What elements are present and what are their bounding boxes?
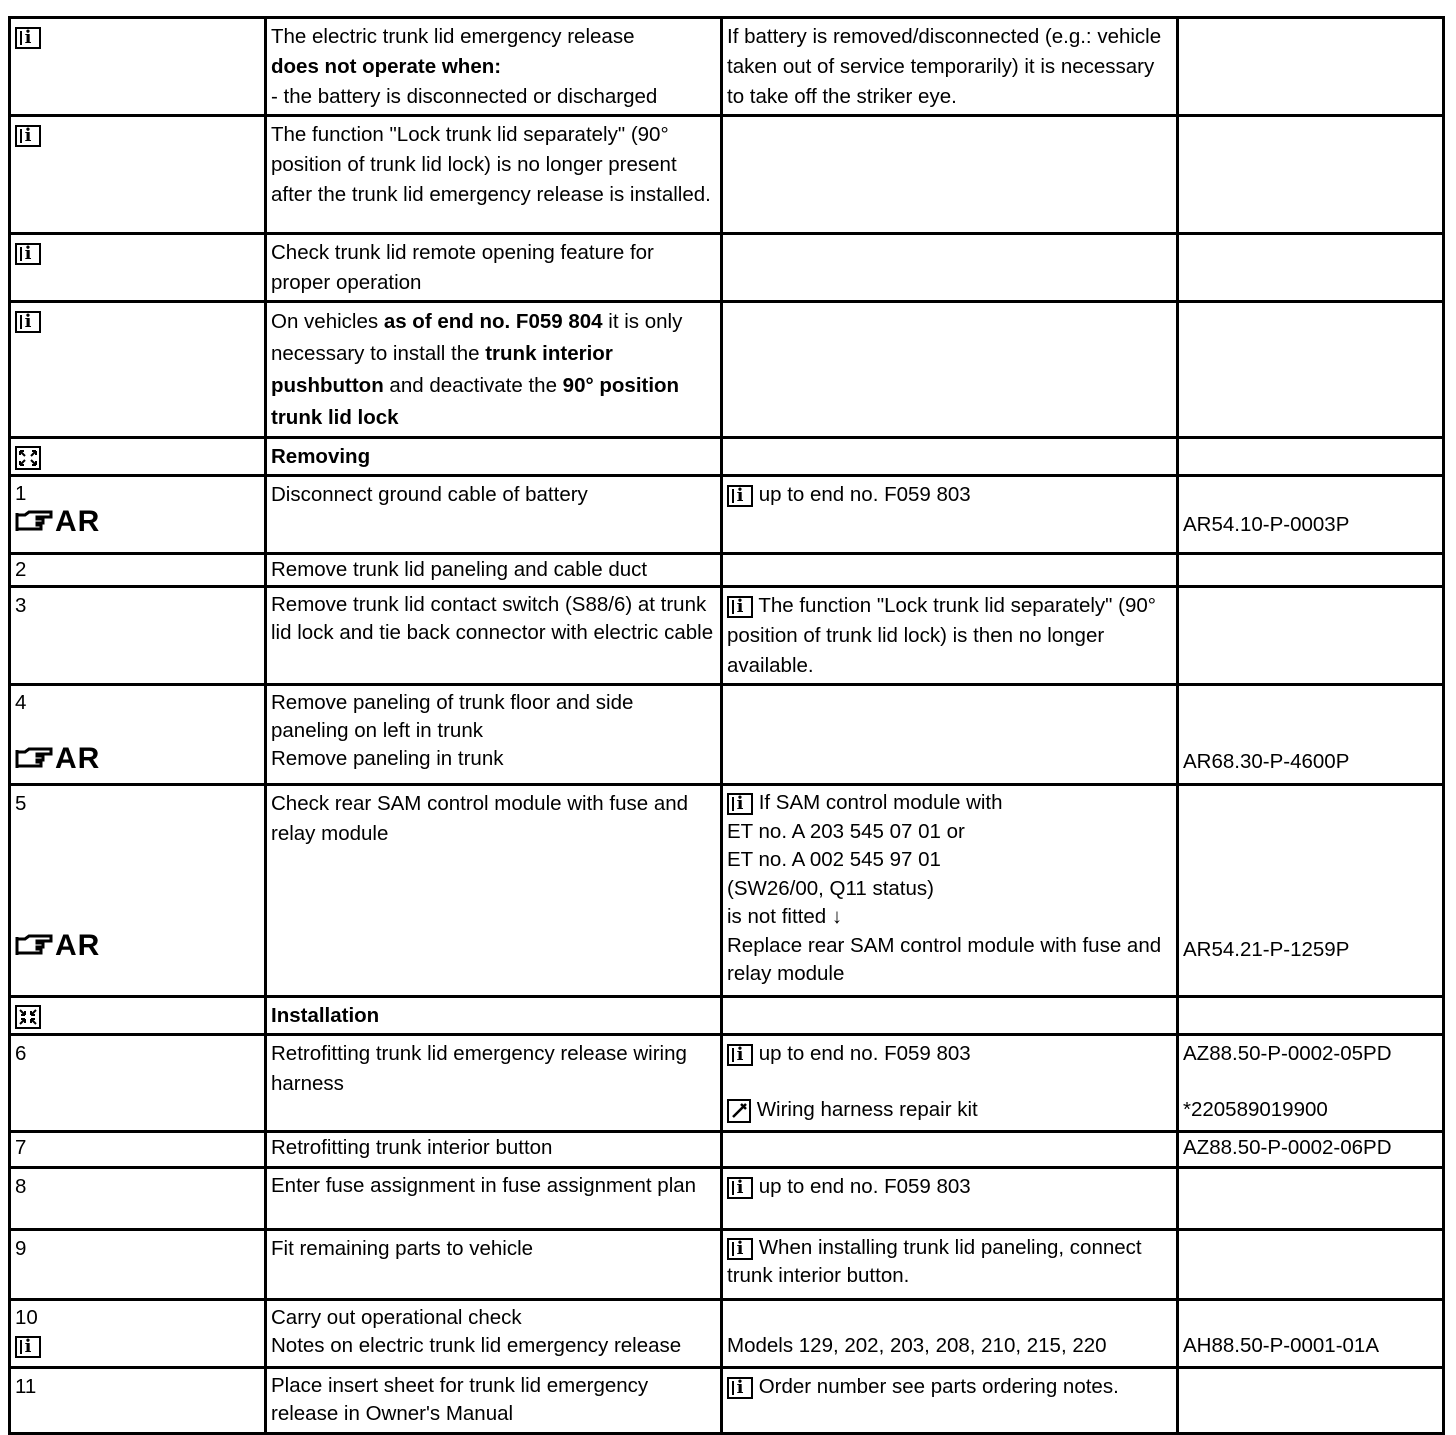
icon-cell [10, 997, 266, 1035]
instruction-text: Retrofitting trunk interior button [271, 1136, 553, 1159]
info-icon: i [727, 1177, 753, 1199]
table-row [10, 476, 1444, 554]
document-reference[interactable]: AR68.30-P-4600P [1183, 750, 1350, 773]
note-text: up to end no. F059 803 [758, 1175, 971, 1198]
instruction-cell [266, 18, 722, 116]
step-cell [10, 1132, 266, 1168]
instruction-text: The function "Lock trunk lid separately" (90° position of trunk lid lock) is no longer present after the trunk lid emergency release is installed. [271, 123, 711, 206]
step-number: 8 [15, 1175, 27, 1198]
instruction-cell [266, 302, 722, 438]
info-icon: i [727, 1238, 753, 1260]
instruction-cell [266, 1168, 722, 1230]
note-cell [722, 438, 1178, 476]
note-cell [722, 302, 1178, 438]
instruction-text: Disconnect ground cable of battery [271, 483, 588, 506]
procedure-sheet [8, 16, 1442, 1435]
instruction-text: and deactivate the [389, 374, 557, 397]
procedure-table [8, 16, 1445, 1435]
note-text: up to end no. F059 803 [758, 483, 971, 506]
icon-cell [10, 302, 266, 438]
step-number: 9 [15, 1237, 27, 1260]
info-icon: i [727, 1377, 753, 1399]
icon-cell [10, 438, 266, 476]
note-cell [722, 785, 1178, 997]
note-cell [722, 587, 1178, 685]
section-heading-cell [266, 997, 722, 1035]
step-number: 7 [15, 1136, 27, 1159]
reference-cell [1178, 302, 1444, 438]
instruction-emphasis: trunk interior pushbutton [271, 342, 613, 397]
note-text: Models 129, 202, 203, 208, 210, 215, 220 [727, 1334, 1107, 1357]
step-number: 10 [15, 1306, 38, 1329]
step-cell [10, 554, 266, 587]
table-row [10, 1035, 1444, 1132]
instruction-text: Retrofitting trunk lid emergency release wiring harness [271, 1042, 687, 1095]
step-number: 4 [15, 691, 27, 714]
reference-cell [1178, 1230, 1444, 1300]
instruction-text: Remove trunk lid paneling and cable duct [271, 558, 648, 581]
instruction-text: it is only necessary to install the [271, 310, 683, 365]
step-number: 11 [15, 1375, 37, 1398]
note-text: The function "Lock trunk lid separately" (90° position of trunk lid lock) is then no longer available. [727, 594, 1156, 677]
document-reference[interactable]: AZ88.50-P-0002-05PD [1183, 1042, 1392, 1065]
reference-cell [1178, 587, 1444, 685]
instruction-cell [266, 1230, 722, 1300]
note-cell [722, 554, 1178, 587]
instruction-cell [266, 1132, 722, 1168]
note-text: ET no. A 203 545 07 01 or [727, 819, 965, 843]
reference-cell [1178, 1168, 1444, 1230]
arrow-down-icon: ↓ [831, 905, 843, 928]
section-heading-cell [266, 438, 722, 476]
document-reference[interactable]: AR54.21-P-1259P [1183, 938, 1350, 961]
step-number: 1 [15, 482, 27, 505]
document-reference[interactable]: AR54.10-P-0003P [1183, 513, 1350, 536]
reference-cell [1178, 18, 1444, 116]
instruction-text: Place insert sheet for trunk lid emergency release in Owner's Manual [271, 1374, 649, 1425]
instruction-cell [266, 554, 722, 587]
note-text: (SW26/00, Q11 status) [727, 876, 934, 900]
reference-cell [1178, 685, 1444, 785]
instruction-emphasis: does not operate when: [271, 55, 502, 78]
step-cell [10, 1168, 266, 1230]
reference-cell [1178, 234, 1444, 302]
ar-reference-marker [15, 505, 101, 538]
note-cell [722, 18, 1178, 116]
reference-cell [1178, 1132, 1444, 1168]
pointing-hand-icon [15, 933, 53, 959]
step-number: 6 [15, 1042, 27, 1065]
reference-cell [1178, 1300, 1444, 1368]
note-cell [722, 476, 1178, 554]
instruction-cell [266, 685, 722, 785]
instruction-text: Remove paneling in trunk [271, 747, 504, 770]
reference-cell [1178, 116, 1444, 234]
ar-label: AR [55, 505, 101, 538]
table-row [10, 302, 1444, 438]
instruction-text: - the battery is disconnected or discharged [271, 85, 658, 108]
step-cell [10, 476, 266, 554]
note-text: When installing trunk lid paneling, connect trunk interior button. [727, 1236, 1142, 1287]
instruction-cell [266, 234, 722, 302]
instruction-text: Fit remaining parts to vehicle [271, 1237, 534, 1260]
instruction-text: Check rear SAM control module with fuse and relay module [271, 792, 689, 845]
document-reference[interactable]: AZ88.50-P-0002-06PD [1183, 1136, 1392, 1159]
table-row [10, 438, 1444, 476]
instruction-text: Notes on electric trunk lid emergency release [271, 1334, 682, 1357]
table-row [10, 587, 1444, 685]
repair-kit-icon [727, 1099, 751, 1123]
instruction-text: The electric trunk lid emergency release [271, 25, 635, 48]
reference-cell [1178, 997, 1444, 1035]
table-row [10, 997, 1444, 1035]
icon-cell [10, 116, 266, 234]
instruction-text: On vehicles [271, 310, 379, 333]
note-text: Wiring harness repair kit [756, 1098, 978, 1121]
instruction-text: Carry out operational check [271, 1306, 522, 1329]
info-icon: i [15, 125, 41, 147]
reference-cell [1178, 476, 1444, 554]
note-cell [722, 234, 1178, 302]
table-row [10, 116, 1444, 234]
step-cell [10, 1230, 266, 1300]
instruction-cell [266, 476, 722, 554]
section-heading-removing: Removing [271, 445, 371, 468]
info-icon: i [15, 1336, 41, 1358]
pointing-hand-icon [15, 746, 53, 772]
note-cell [722, 1132, 1178, 1168]
step-cell [10, 1035, 266, 1132]
reference-cell [1178, 438, 1444, 476]
ar-reference-marker [15, 742, 101, 775]
note-cell [722, 1230, 1178, 1300]
note-text: is not fitted [727, 905, 827, 928]
instruction-text: Check trunk lid remote opening feature for proper operation [271, 241, 654, 294]
instruction-emphasis: 90° position trunk lid lock [271, 374, 680, 429]
note-cell [722, 1368, 1178, 1434]
note-cell [722, 997, 1178, 1035]
ar-reference-marker [15, 931, 100, 961]
instruction-cell [266, 1035, 722, 1132]
table-row [10, 1230, 1444, 1300]
info-icon: i [727, 1044, 753, 1066]
info-icon: i [15, 243, 41, 265]
part-number: *220589019900 [1183, 1098, 1328, 1121]
icon-cell [10, 234, 266, 302]
step-cell [10, 685, 266, 785]
reference-cell [1178, 554, 1444, 587]
note-text: If SAM control module with [758, 791, 1003, 814]
instruction-cell [266, 785, 722, 997]
instruction-cell [266, 1300, 722, 1368]
reference-cell [1178, 1035, 1444, 1132]
table-row [10, 554, 1444, 587]
pointing-hand-icon [15, 509, 53, 535]
table-row [10, 18, 1444, 116]
installation-icon [15, 1005, 41, 1029]
instruction-cell [266, 1368, 722, 1434]
note-cell [722, 116, 1178, 234]
table-row [10, 1368, 1444, 1434]
note-cell [722, 1300, 1178, 1368]
note-cell [722, 1035, 1178, 1132]
section-heading-installation: Installation [271, 1004, 380, 1027]
note-cell [722, 685, 1178, 785]
table-row [10, 685, 1444, 785]
info-icon: i [727, 793, 753, 815]
icon-cell [10, 18, 266, 116]
step-number: 2 [15, 558, 27, 581]
instruction-cell [266, 116, 722, 234]
info-icon: i [727, 596, 753, 618]
instruction-text: Remove paneling of trunk floor and side paneling on left in trunk [271, 691, 634, 742]
step-cell [10, 1368, 266, 1434]
note-text: ET no. A 002 545 97 01 [727, 848, 941, 871]
table-row [10, 1168, 1444, 1230]
instruction-text: Remove trunk lid contact switch (S88/6) at trunk lid lock and tie back connector with electric cable [271, 593, 714, 644]
note-text: Replace rear SAM control module with fuse and relay module [727, 933, 1162, 985]
removing-icon [15, 446, 41, 470]
instruction-emphasis: as of end no. F059 804 [383, 310, 603, 333]
info-icon: i [15, 311, 41, 333]
table-row [10, 785, 1444, 997]
instruction-cell [266, 587, 722, 685]
note-cell [722, 1168, 1178, 1230]
ar-label: AR [55, 742, 101, 775]
step-cell [10, 587, 266, 685]
note-text: If battery is removed/disconnected (e.g.: vehicle taken out of service temporarily) it is necessary to take off the striker eye. [727, 25, 1162, 108]
step-number: 3 [15, 594, 27, 617]
step-number: 5 [15, 792, 27, 815]
info-icon: i [727, 485, 753, 507]
note-text: up to end no. F059 803 [758, 1042, 971, 1065]
document-reference[interactable]: AH88.50-P-0001-01A [1183, 1334, 1380, 1357]
step-cell [10, 1300, 266, 1368]
instruction-text: Enter fuse assignment in fuse assignment plan [271, 1174, 697, 1197]
step-cell [10, 785, 266, 997]
reference-cell [1178, 1368, 1444, 1434]
table-row [10, 234, 1444, 302]
table-row [10, 1300, 1444, 1368]
reference-cell [1178, 785, 1444, 997]
table-row [10, 1132, 1444, 1168]
note-text: Order number see parts ordering notes. [758, 1375, 1119, 1398]
ar-label: AR [55, 929, 101, 962]
info-icon: i [15, 27, 41, 49]
